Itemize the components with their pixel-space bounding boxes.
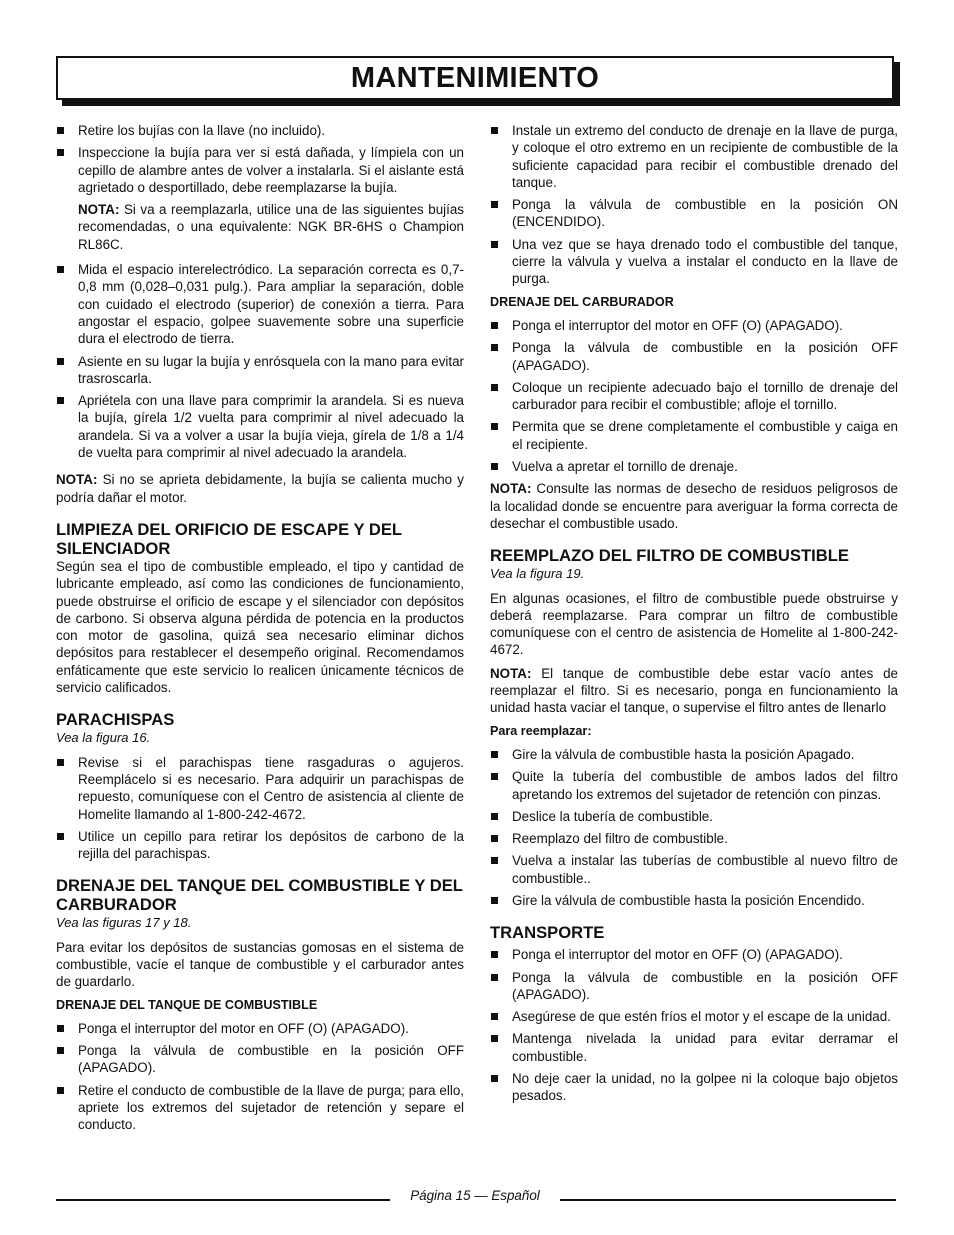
note-text: Si va a reemplazarla, utilice una de las siguientes bujías recomendadas, o una equivalente: NGK BR-6HS o Champion RL86C.	[78, 202, 464, 252]
list-item: Instale un extremo del conducto de drenaje en la llave de purga, y coloque el otro extremo en un recipiente de combustible de la suficiente capacidad para recibir el combustible drenado del tanque.	[490, 122, 898, 191]
heading-transporte: TRANSPORTE	[490, 923, 605, 943]
list-item: Inspeccione la bujía para ver si está dañada, y límpiela con un cepillo de alambre antes de volver a instalarla. Si el aislante está agrietado o desportillado, debe reemplazarse la bujía.	[56, 144, 464, 196]
heading-drenaje: DRENAJE DEL TANQUE DEL COMBUSTIBLE Y DEL CARBURADOR	[56, 876, 463, 915]
figure-reference: Vea la figura 19.	[490, 566, 585, 582]
note-disposal	[490, 480, 898, 532]
page-title: MANTENIMIENTO	[350, 61, 600, 94]
list-item: Asegúrese de que estén fríos el motor y el escape de la unidad.	[490, 1008, 898, 1025]
list-item: Revise si el parachispas tiene rasgaduras o agujeros. Reemplácelo si es necesario. Para adquirir un parachispas de repuesto, comuníquese con el Centro de asistencia al cliente de Homelite llamando al 1-800-242-4672.	[56, 754, 464, 823]
list-item: Vuelva a apretar el tornillo de drenaje.	[490, 458, 898, 475]
list-item: Ponga la válvula de combustible en la posición OFF (APAGADO).	[490, 339, 898, 374]
list-item: Gire la válvula de combustible hasta la posición Encendido.	[490, 892, 898, 909]
note-text: El tanque de combustible debe estar vacío antes de reemplazar el filtro. Si es necesario, ponga en funcionamiento la unidad hasta vaciar el tanque, o supervise el filtro antes de llenarlo	[490, 665, 898, 716]
note-spark-plug	[56, 201, 464, 253]
list-item: Coloque un recipiente adecuado bajo el tornillo de drenaje del carburador para recibir el combustible; afloje el tornillo.	[490, 379, 898, 414]
paragraph-drenaje: Para evitar los depósitos de sustancias gomosas en el sistema de combustible, vacíe el tanque de combustible y el carburador antes de guardarlo.	[56, 939, 464, 990]
note-filter	[490, 665, 898, 717]
list-item: No deje caer la unidad, no la golpee ni la coloque bajo objetos pesados.	[490, 1070, 898, 1105]
note-label: NOTA:	[490, 481, 532, 497]
page-number: Página 15 — Español	[410, 1188, 540, 1203]
list-item: Utilice un cepillo para retirar los depósitos de carbono de la rejilla del parachispas.	[56, 828, 464, 863]
list-item: Mida el espacio interelectródico. La separación correcta es 0,7-0,8 mm (0,028–0,031 pulg.). Para ampliar la separación, doble con cuidado el electrodo (superior) de conexión a tierra. Para angostar el espacio, golpee suavemente sobre una superficie dura el electrodo de tierra.	[56, 261, 464, 347]
list-item: Apriétela con una llave para comprimir la arandela. Si es nueva la bujía, gírela 1/2 vuelta para comprimir al nivel adecuado la arandela. Si va a volver a usar la bujía vieja, gírela de 1/8 a 1/4 de vuelta para comprimir al nivel adecuado la arandela.	[56, 392, 464, 461]
list-item: Mantenga nivelada la unidad para evitar derramar el combustible.	[490, 1030, 898, 1065]
note-label: NOTA:	[56, 472, 98, 488]
list-item: Reemplazo del filtro de combustible.	[490, 830, 898, 847]
left-column	[56, 122, 464, 1139]
list-item: Quite la tubería del combustible de ambos lados del filtro apretando los extremos del sujetador de retención con pinzas.	[490, 768, 898, 803]
list-item: Vuelva a instalar las tuberías de combustible al nuevo filtro de combustible..	[490, 852, 898, 887]
figure-reference: Vea la figura 16.	[56, 730, 151, 746]
note-text: Consulte las normas de desecho de residuos peligrosos de la localidad donde se encuentre para averiguar la forma correcta de desechar el combustible usado.	[490, 481, 898, 531]
list-item: Permita que se drene completamente el combustible y caiga en el recipiente.	[490, 418, 898, 453]
list-item: Gire la válvula de combustible hasta la posición Apagado.	[490, 746, 898, 763]
list-item: Retire el conducto de combustible de la llave de purga; para ello, apriete los extremos del sujetador de retención y separe el conducto.	[56, 1082, 464, 1134]
list-item: Retire los bujías con la llave (no incluido).	[56, 122, 464, 139]
list-item: Ponga el interruptor del motor en OFF (O) (APAGADO).	[56, 1020, 464, 1037]
list-item: Ponga el interruptor del motor en OFF (O) (APAGADO).	[490, 317, 898, 334]
list-item: Una vez que se haya drenado todo el combustible del tanque, cierre la válvula y vuelva a instalar el conducto en la llave de purga.	[490, 236, 898, 288]
note-tightening	[56, 471, 464, 506]
subheading-para-reemplazar: Para reemplazar:	[490, 723, 592, 738]
section-title-box	[56, 56, 894, 100]
note-text: Si no se aprieta debidamente, la bujía se calienta mucho y podría dañar el motor.	[56, 472, 464, 505]
heading-limpieza: LIMPIEZA DEL ORIFICIO DE ESCAPE Y DEL SILENCIADOR	[56, 519, 402, 558]
paragraph-filtro: En algunas ocasiones, el filtro de combustible puede obstruirse y deberá reemplazarse. Para comprar un filtro de combustible comuníquese con el centro de asistencia de Homelite al 1-800-242-4672.	[490, 590, 898, 658]
list-item: Deslice la tubería de combustible.	[490, 808, 898, 825]
right-column	[490, 122, 898, 1110]
note-label: NOTA:	[490, 665, 532, 681]
list-item: Ponga la válvula de combustible en la posición ON (ENCENDIDO).	[490, 196, 898, 231]
subheading-drenaje-carburador: DRENAJE DEL CARBURADOR	[490, 294, 674, 309]
list-item: Asiente en su lugar la bujía y enrósquela con la mano para evitar trasroscarla.	[56, 353, 464, 388]
page-footer	[56, 1188, 896, 1208]
subheading-drenaje-tanque: DRENAJE DEL TANQUE DE COMBUSTIBLE	[56, 997, 318, 1012]
figure-reference: Vea las figuras 17 y 18.	[56, 915, 192, 931]
footer-rule-left	[56, 1199, 390, 1201]
note-label: NOTA:	[78, 202, 120, 218]
list-item: Ponga la válvula de combustible en la posición OFF (APAGADO).	[490, 969, 898, 1004]
list-item: Ponga el interruptor del motor en OFF (O) (APAGADO).	[490, 946, 898, 963]
paragraph-limpieza: Según sea el tipo de combustible empleado, el tipo y cantidad de lubricante empleado, así como las condiciones de funcionamiento, puede obstruirse el orificio de escape y el silenciador con depósitos de carbono. Si observa alguna pérdida de potencia en la productos con motor de gasolina, quizá sea necesario eliminar dichos depósitos para restablecer el desempeño original. Recomendamos enfáticamente que este servicio lo realicen únicamente técnicos de servicio calificados.	[56, 558, 464, 696]
heading-parachispas: PARACHISPAS	[56, 710, 175, 730]
footer-rule-right	[560, 1199, 896, 1201]
list-item: Ponga la válvula de combustible en la posición OFF (APAGADO).	[56, 1042, 464, 1077]
heading-filtro: REEMPLAZO DEL FILTRO DE COMBUSTIBLE	[490, 546, 849, 566]
